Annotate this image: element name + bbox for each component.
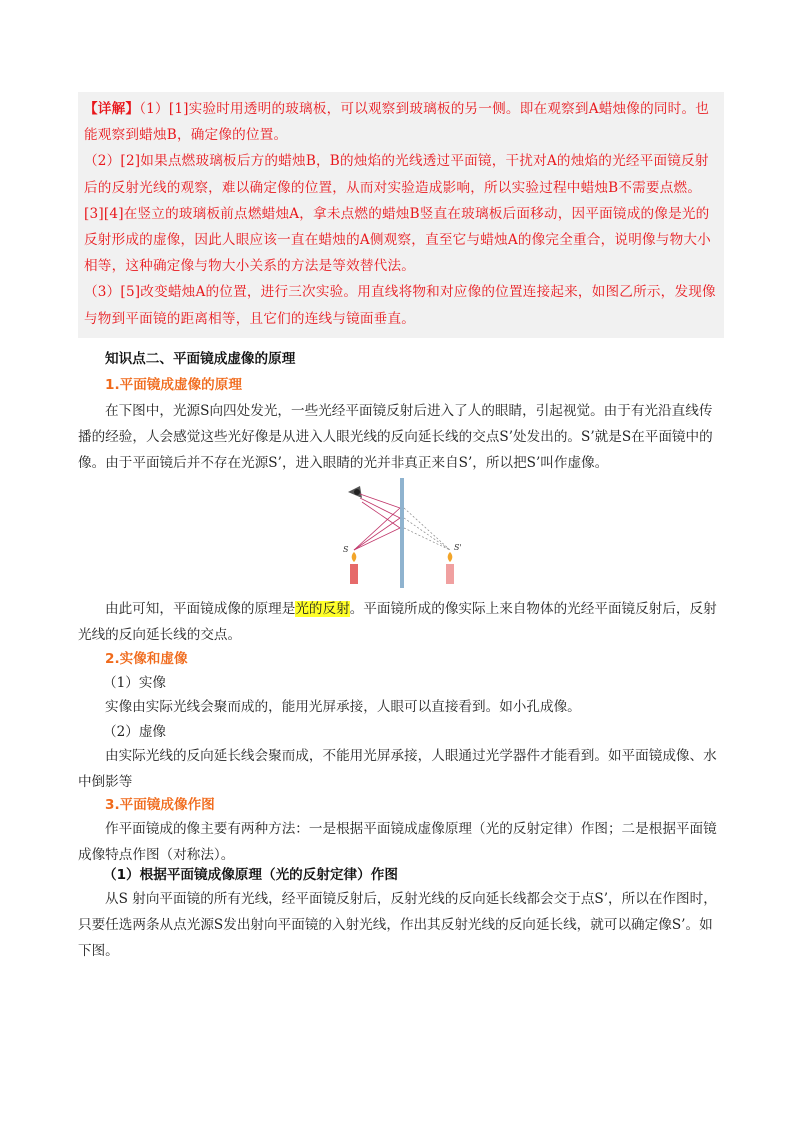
conclusion-after: 。平面镜所成的像实际上来自物体的光经平面镜反射后，反射光线的反向延长线的交点。 bbox=[78, 601, 717, 644]
conclusion-paragraph bbox=[78, 596, 724, 648]
mirror bbox=[400, 478, 404, 588]
virtual-image-text: 由实际光线的反向延长线会聚而成，不能用光屏承接，人眼通过光学器件才能看到。如平面镜成像、水中倒影等 bbox=[78, 748, 717, 791]
subsection-title-2: 2.实像和虚像 bbox=[105, 651, 188, 667]
real-image-text: 实像由实际光线会聚而成的，能用光屏承接，人眼可以直接看到。如小孔成像。 bbox=[105, 699, 581, 715]
label-s: S bbox=[343, 545, 349, 554]
highlight-reflection: 光的反射 bbox=[295, 601, 350, 617]
answer-paragraph-2: （2）[2]如果点燃玻璃板后方的蜡烛B，B的烛焰的光线透过平面镜，干扰对A的烛焰的光经平面镜反射后的反射光线的观察，难以确定像的位置，从而对实验造成影响，所以实验过程中蜡烛B不需要点燃。 bbox=[84, 153, 709, 196]
principle-paragraph: 在下图中，光源S向四处发光，一些光经平面镜反射后进入了人的眼睛，引起视觉。由于有光沿直线传播的经验，人会感觉这些光好像是从进入人眼光线的反向延长线的交点S’处发出的。S’就是S在平面镜中的像。由于平面镜后并不存在光源S’，进入眼睛的光并非真正来自S’，所以把S’叫作虚像。 bbox=[78, 403, 713, 472]
section-title: 知识点二、平面镜成虚像的原理 bbox=[105, 351, 296, 367]
answer-paragraph-1 bbox=[84, 96, 718, 148]
method1-title: （1）根据平面镜成像原理（光的反射定律）作图 bbox=[103, 867, 398, 883]
light-rays bbox=[354, 494, 400, 550]
answer-paragraph-3: [3][4]在竖立的玻璃板前点燃蜡烛A，拿未点燃的蜡烛B竖直在玻璃板后面移动，因平面镜成的像是光的反射形成的虚像，因此人眼应该一直在蜡烛的A侧观察，直至它与蜡烛A的像完全重合，说明像与物大小相等，这种确定像与物大小关系的方法是等效替代法。 bbox=[84, 205, 711, 275]
detail-label: 【详解】 bbox=[84, 101, 140, 117]
real-image-label: （1）实像 bbox=[103, 675, 167, 691]
drawing-methods-paragraph: 作平面镜成的像主要有两种方法：一是根据平面镜成虚像原理（光的反射定律）作图；二是根据平面镜成像特点作图（对称法）。 bbox=[78, 821, 717, 864]
virtual-image-label: （2）虚像 bbox=[103, 724, 167, 740]
virtual-ray-extensions bbox=[404, 508, 450, 550]
answer-text-1: （1）[1]实验时用透明的玻璃板，可以观察到玻璃板的另一侧。即在观察到A蜡烛像的同时。也能观察到蜡烛B，确定像的位置。 bbox=[84, 101, 710, 144]
answer-explanation-box bbox=[78, 92, 724, 338]
label-s-prime: S' bbox=[454, 543, 462, 552]
candle-s bbox=[350, 552, 358, 584]
candle-s-prime bbox=[446, 552, 454, 584]
method1-paragraph: 从S 射向平面镜的所有光线，经平面镜反射后，反射光线的反向延长线都会交于点S’，所以在作图时，只要任选两条从点光源S发出射向平面镜的入射光线，作出其反射光线的反向延长线，就可以确定像S’。如下图。 bbox=[78, 891, 717, 960]
plane-mirror-diagram bbox=[340, 478, 470, 590]
subsection-title-3: 3.平面镜成像作图 bbox=[105, 797, 215, 813]
conclusion-before: 由此可知，平面镜成像的原理是 bbox=[105, 601, 296, 617]
subsection-title-1: 1.平面镜成虚像的原理 bbox=[105, 377, 242, 393]
eye-icon bbox=[348, 486, 362, 498]
answer-paragraph-4: （3）[5]改变蜡烛A的位置，进行三次实验。用直线将物和对应像的位置连接起来，如图乙所示，发现像与物到平面镜的距离相等，且它们的连线与镜面垂直。 bbox=[84, 284, 716, 327]
